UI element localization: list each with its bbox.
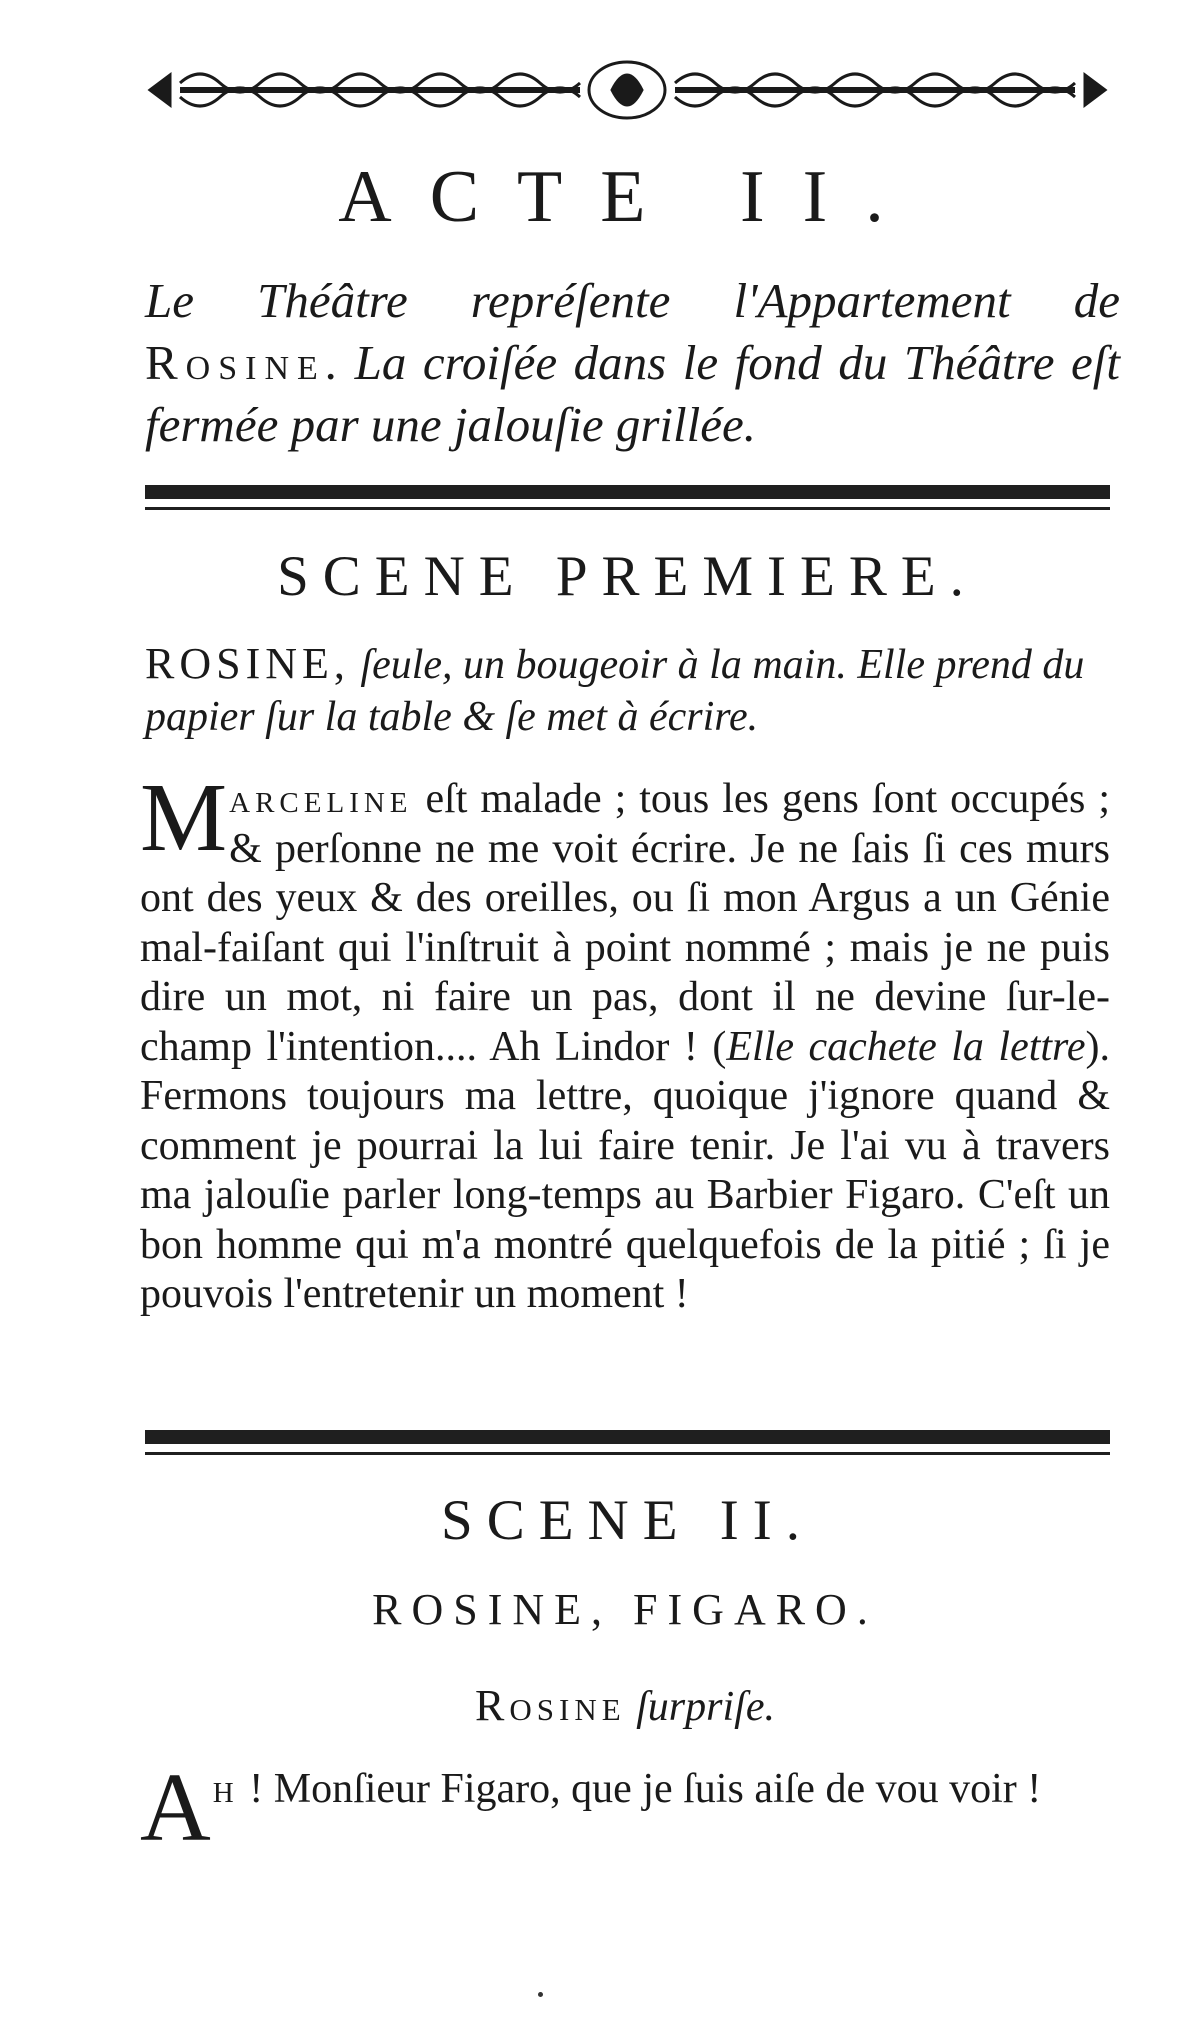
speech-paragraph: [140, 1754, 1110, 1862]
stage-direction-after: . La croiſée dans le fond du Théâtre eſt fermée par une jalouſie grillée.: [145, 335, 1120, 452]
stage-direction-before: Le Théâtre repréſente l'Appartement de: [145, 273, 1120, 328]
scene-divider: [145, 485, 1110, 510]
speech-text: ! Monſieur Figaro, que je ſuis aiſe de vou voir !: [238, 1766, 1042, 1812]
stage-direction: [145, 270, 1120, 456]
speech-text: eſt malade ; tous les gens ſont occupés ; & perſonne ne me voit écrire. Je ne ſais ſi ces murs ont des yeux & des oreilles, ou ſi mon Argus a un Génie mal-faiſant qui l'inſtruit à point nommé ; mais je ne puis dire un mot, ni faire un pas, dont il ne devine ſur-le-champ l'intention.... Ah Lindor ! (: [140, 776, 1110, 1070]
direction-text: ſurpriſe.: [636, 1684, 775, 1730]
speech-aside: Elle cachete la lettre: [726, 1023, 1086, 1070]
print-mark-icon: [538, 1992, 543, 1997]
speech-lead: h: [212, 1766, 239, 1812]
scene-direction: [145, 1680, 1105, 1733]
direction-character: Rosine: [475, 1681, 626, 1730]
scene-title: SCENE PREMIERE.: [277, 545, 978, 608]
drop-cap: A: [140, 1754, 211, 1862]
speech-text-cont: ). Fermons toujours ma lettre, quoique j'ignore quand & comment je pourrai la lui faire tenir. Je l'ai vu à travers ma jalouſie parler long-temps au Barbier Figaro. C'eſt un bon homme qui m'a montré quelquefois de la pitié ; ſi je pouvois l'entretenir un moment !: [140, 1023, 1110, 1317]
scene-divider: [145, 1430, 1110, 1455]
stage-direction-name: Rosine: [145, 335, 326, 390]
scene-title: SCENE II.: [441, 1489, 814, 1552]
speech-lead: arceline: [229, 776, 413, 822]
direction-character: ROSINE,: [145, 639, 350, 688]
drop-cap: M: [140, 764, 228, 872]
scene-characters: ROSINE, FIGARO.: [372, 1585, 878, 1634]
speech-paragraph: [140, 764, 1110, 1320]
ornament-band-icon: [140, 55, 1115, 125]
scene-direction: [145, 638, 1105, 743]
direction-text: ſeule, un bougeoir à la main. Elle prend du papier ſur la table & ſe met à écrire.: [145, 642, 1085, 740]
act-title: ACTE II.: [338, 156, 922, 238]
